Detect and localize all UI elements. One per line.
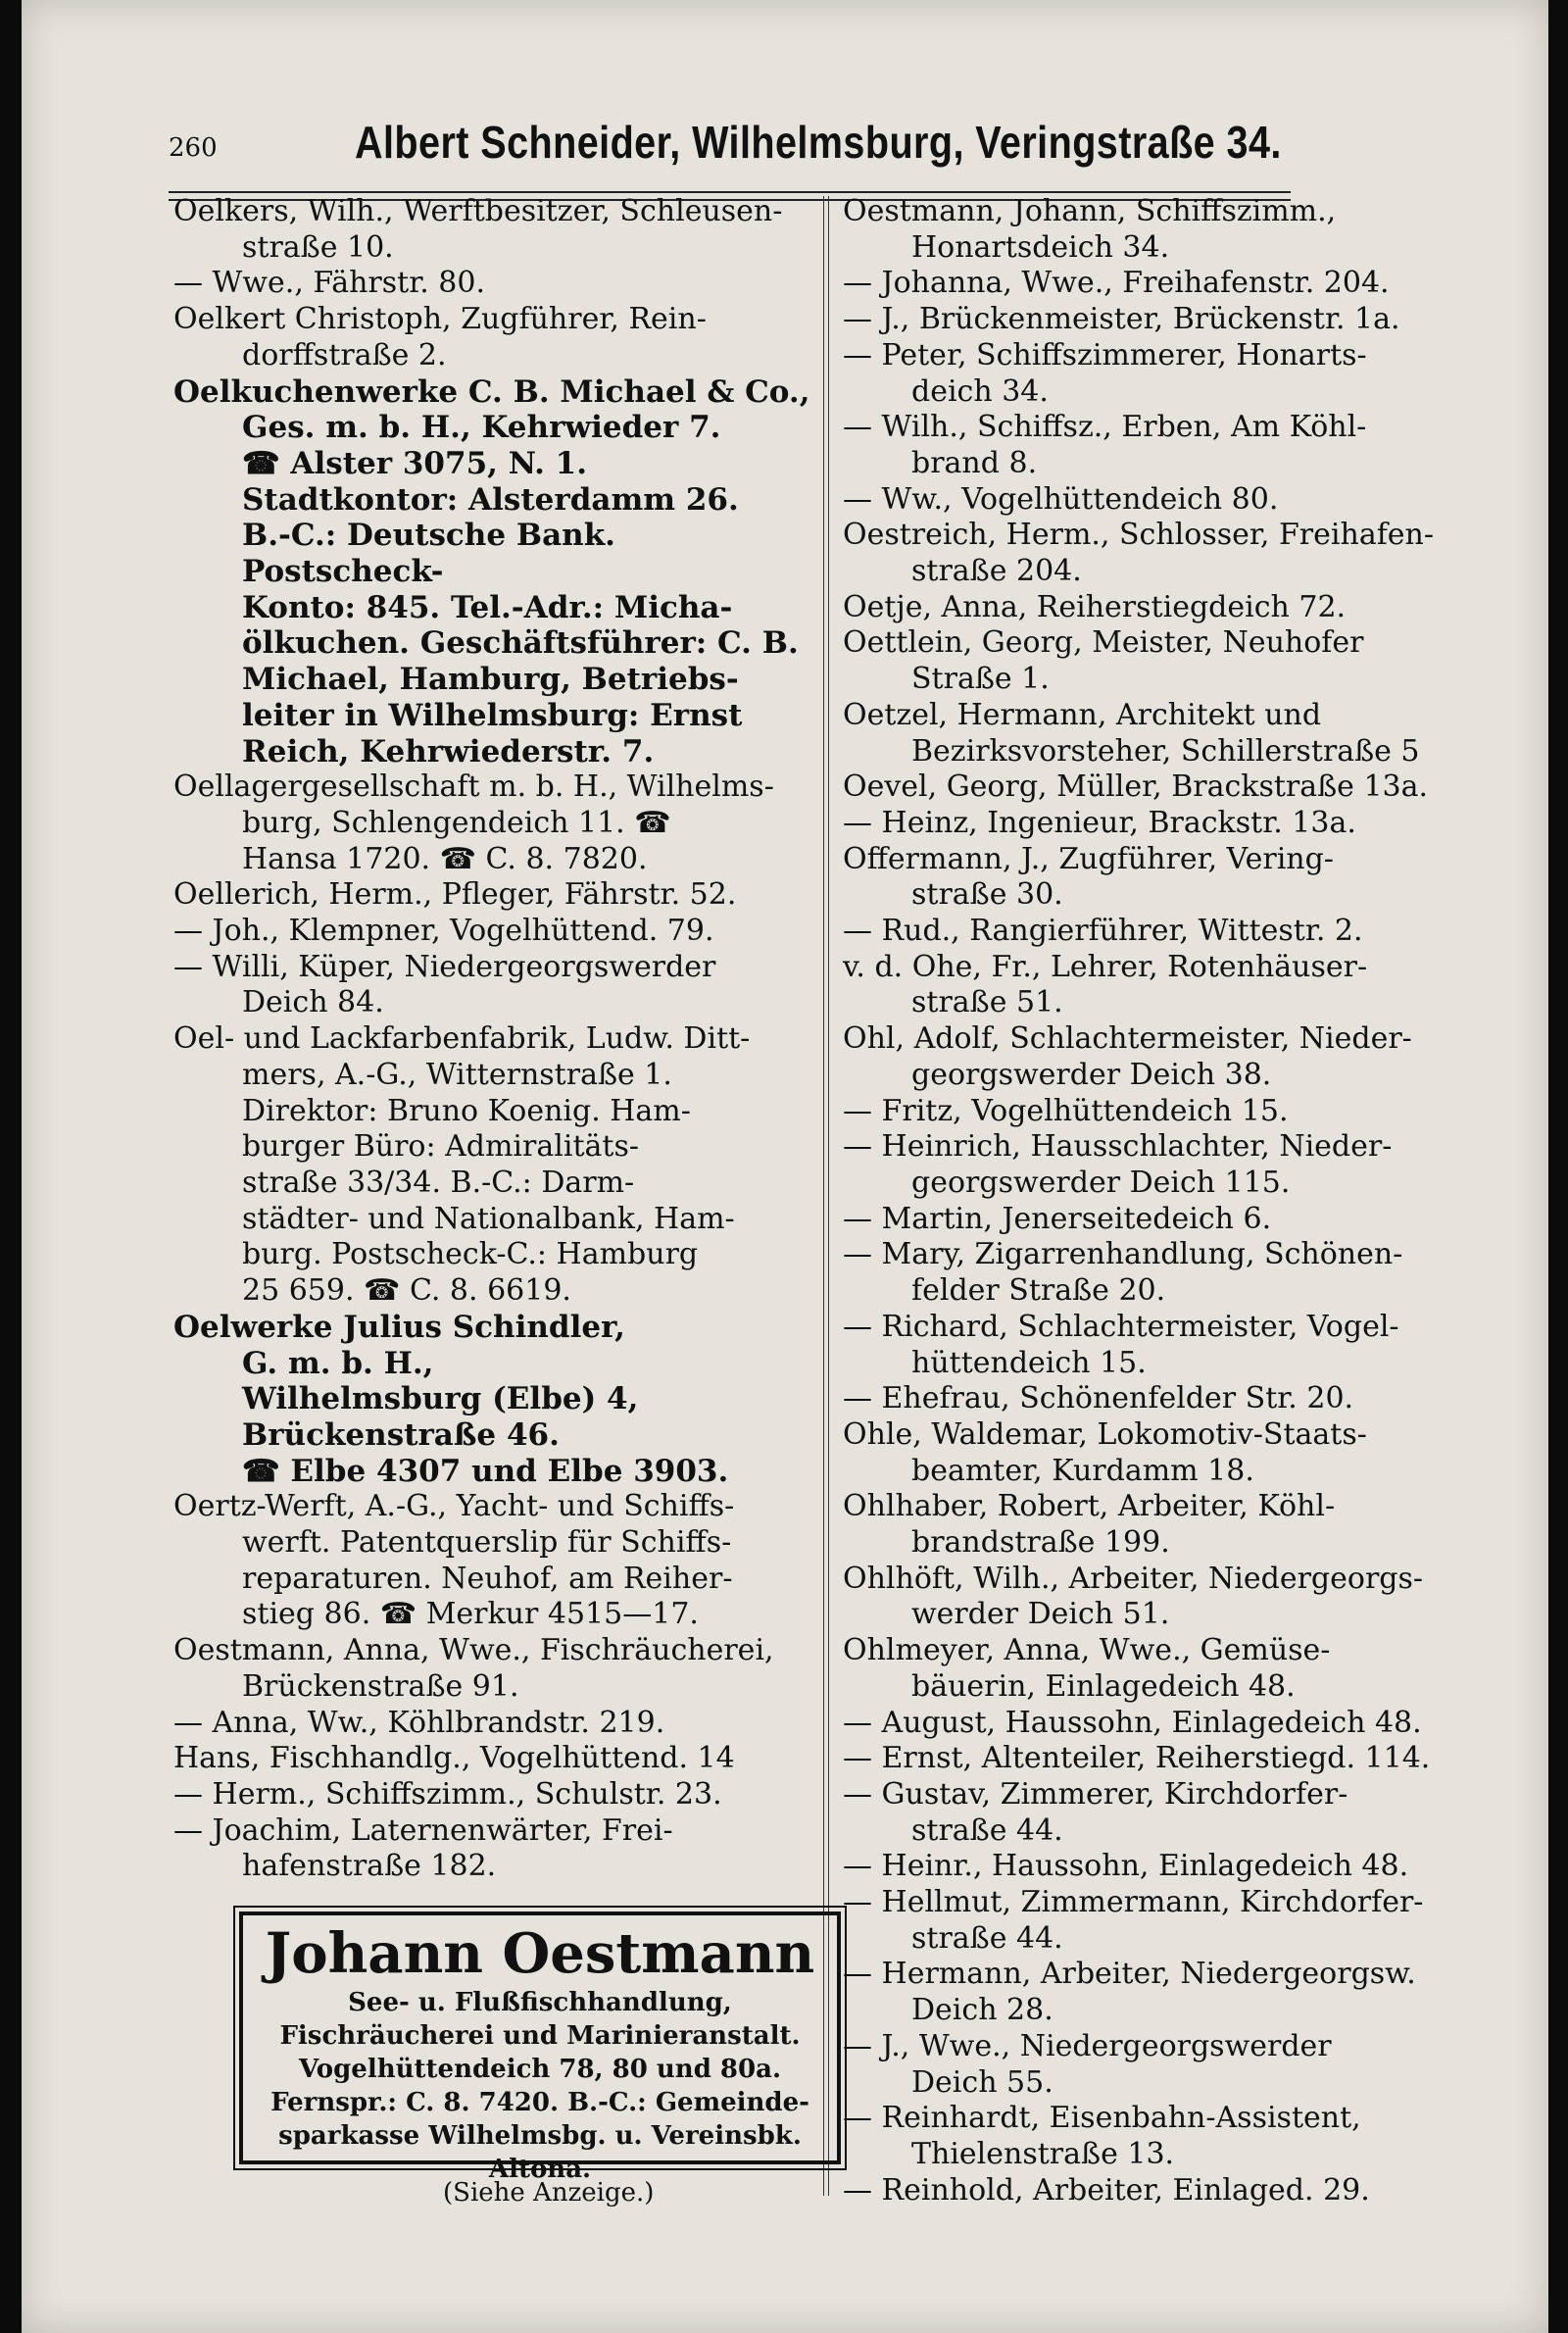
directory-line: mers, A.-G., Witternstraße 1. xyxy=(242,1057,672,1092)
directory-line: Oelkuchenwerke C. B. Michael & Co., xyxy=(173,373,810,410)
directory-line: Ohlmeyer, Anna, Wwe., Gemüse- xyxy=(843,1633,1331,1668)
directory-line: Oevel, Georg, Müller, Brackstraße 13a. xyxy=(843,769,1429,805)
directory-line: burg. Postscheck-C.: Hamburg xyxy=(242,1237,699,1272)
directory-line: Stadtkontor: Alsterdamm 26. xyxy=(242,481,739,518)
directory-line: — Johanna, Wwe., Freihafenstr. 204. xyxy=(843,266,1390,301)
directory-line: stieg 86. ☎ Merkur 4515—17. xyxy=(242,1597,699,1632)
directory-line: — Rud., Rangierführer, Wittestr. 2. xyxy=(843,914,1363,949)
directory-line: hüttendeich 15. xyxy=(911,1345,1147,1380)
directory-line: ☎ Alster 3075, N. 1. xyxy=(242,445,588,481)
directory-line: straße 10. xyxy=(242,229,394,265)
directory-line: Reich, Kehrwiederstr. 7. xyxy=(242,733,655,769)
directory-line: Honartsdeich 34. xyxy=(911,229,1170,265)
directory-line: Oertz-Werft, A.-G., Yacht- und Schiffs- xyxy=(173,1489,735,1524)
directory-line: ölkuchen. Geschäftsführer: C. B. xyxy=(242,625,799,662)
directory-line: Konto: 845. Tel.-Adr.: Micha- xyxy=(242,589,733,625)
directory-line: Oellerich, Herm., Pfleger, Fährstr. 52. xyxy=(173,877,737,913)
directory-line: Offermann, J., Zugführer, Vering- xyxy=(843,841,1334,876)
directory-line: v. d. Ohe, Fr., Lehrer, Rotenhäuser- xyxy=(843,949,1368,984)
left-column xyxy=(173,194,815,1885)
directory-line: — Joachim, Laternenwärter, Frei- xyxy=(173,1812,673,1848)
directory-line: — Ernst, Altenteiler, Reiherstiegd. 114. xyxy=(843,1741,1431,1776)
directory-line: Oestreich, Herm., Schlosser, Freihafen- xyxy=(843,518,1435,553)
directory-line: reparaturen. Neuhof, am Reiher- xyxy=(242,1561,733,1596)
directory-line: straße 44. xyxy=(911,1920,1063,1956)
directory-line: werder Deich 51. xyxy=(911,1597,1170,1632)
page-header xyxy=(169,116,1296,174)
directory-line: burg, Schlengendeich 11. ☎ xyxy=(242,805,671,840)
directory-line: ☎ Elbe 4307 und Elbe 3903. xyxy=(242,1453,729,1489)
directory-line: straße 204. xyxy=(911,554,1082,589)
directory-line: Deich 55. xyxy=(911,2064,1054,2100)
directory-line: — J., Brückenmeister, Brückenstr. 1a. xyxy=(843,302,1400,337)
directory-line: — Heinr., Haussohn, Einlagedeich 48. xyxy=(843,1849,1409,1884)
directory-line: felder Straße 20. xyxy=(911,1273,1166,1309)
directory-line: — August, Haussohn, Einlagedeich 48. xyxy=(843,1705,1422,1740)
directory-line: Ohle, Waldemar, Lokomotiv-Staats- xyxy=(843,1416,1367,1452)
directory-line: hafenstraße 182. xyxy=(242,1849,497,1884)
ad-company-name: Johann Oestmann xyxy=(265,1921,815,1986)
directory-line: — Heinrich, Hausschlachter, Nieder- xyxy=(843,1129,1393,1165)
directory-line: — Ww., Vogelhüttendeich 80. xyxy=(843,481,1279,517)
directory-line: Oelkers, Wilh., Werftbesitzer, Schleusen- xyxy=(173,194,783,228)
right-column xyxy=(843,194,1480,2209)
directory-line: brand 8. xyxy=(911,445,1038,480)
directory-line: Oetje, Anna, Reiherstiegdeich 72. xyxy=(843,589,1347,624)
ad-caption: (Siehe Anzeige.) xyxy=(443,2178,655,2208)
directory-line: georgswerder Deich 115. xyxy=(911,1165,1291,1200)
directory-line: — Willi, Küper, Niedergeorgswerder xyxy=(173,949,716,984)
directory-line: Deich 84. xyxy=(242,985,384,1020)
directory-line: Hansa 1720. ☎ C. 8. 7820. xyxy=(242,841,648,876)
directory-line: — Herm., Schiffszimm., Schulstr. 23. xyxy=(173,1776,722,1812)
directory-line: — Peter, Schiffszimmerer, Honarts- xyxy=(843,337,1367,372)
directory-line: — Hermann, Arbeiter, Niedergeorgsw. xyxy=(843,1957,1416,1992)
directory-line: — Heinz, Ingenieur, Brackstr. 13a. xyxy=(843,805,1356,840)
ad-line-4: Fernspr.: C. 8. 7420. B.-C.: Gemeinde- xyxy=(270,2088,809,2117)
directory-line: straße 33/34. B.-C.: Darm- xyxy=(242,1165,635,1200)
directory-line: Deich 28. xyxy=(911,1993,1054,2028)
directory-line: — Reinhardt, Eisenbahn-Assistent, xyxy=(843,2101,1361,2136)
ad-line-5: sparkasse Wilhelmsbg. u. Vereinsbk. Altona. xyxy=(278,2121,802,2184)
directory-line: — Hellmut, Zimmermann, Kirchdorfer- xyxy=(843,1885,1424,1920)
directory-line: Bezirksvorsteher, Schillerstraße 5 xyxy=(911,733,1420,769)
directory-line: georgswerder Deich 38. xyxy=(911,1057,1272,1092)
directory-line: Oel- und Lackfarbenfabrik, Ludw. Ditt- xyxy=(173,1021,751,1057)
directory-page xyxy=(22,0,1548,2333)
advertisement-box xyxy=(239,1911,841,2184)
directory-line: — Ehefrau, Schönenfelder Str. 20. xyxy=(843,1381,1354,1416)
directory-line: B.-C.: Deutsche Bank. Postscheck- xyxy=(242,518,615,590)
directory-line: beamter, Kurdamm 18. xyxy=(911,1453,1254,1488)
directory-line: leiter in Wilhelmsburg: Ernst xyxy=(242,697,743,733)
directory-line: städter- und Nationalbank, Ham- xyxy=(242,1201,735,1236)
page-number: 260 xyxy=(169,133,218,163)
directory-line: Oetzel, Hermann, Architekt und xyxy=(843,697,1322,732)
directory-line: Ges. m. b. H., Kehrwieder 7. xyxy=(242,410,721,446)
directory-line: Oestmann, Anna, Wwe., Fischräucherei, xyxy=(173,1633,774,1668)
directory-line: — Mary, Zigarrenhandlung, Schönen- xyxy=(843,1237,1403,1272)
directory-line: — Richard, Schlachtermeister, Vogel- xyxy=(843,1309,1399,1344)
directory-line: — Reinhold, Arbeiter, Einlaged. 29. xyxy=(843,2172,1370,2208)
directory-line: dorffstraße 2. xyxy=(242,337,447,372)
directory-line: Michael, Hamburg, Betriebs- xyxy=(242,662,739,698)
directory-line: Oelwerke Julius Schindler, xyxy=(173,1309,625,1345)
directory-line: — Wwe., Fährstr. 80. xyxy=(173,266,486,301)
directory-line: deich 34. xyxy=(911,373,1049,409)
directory-line: Hans, Fischhandlg., Vogelhüttend. 14 xyxy=(173,1741,735,1776)
ad-line-2: Fischräucherei und Marinieranstalt. xyxy=(279,2021,801,2051)
directory-line: Ohlhöft, Wilh., Arbeiter, Niedergeorgs- xyxy=(843,1561,1424,1596)
directory-line: straße 44. xyxy=(911,1812,1063,1848)
directory-line: Wilhelmsburg (Elbe) 4, xyxy=(242,1381,639,1417)
directory-line: Oettlein, Georg, Meister, Neuhofer xyxy=(843,625,1364,661)
directory-line: Oellagergesellschaft m. b. H., Wilhelms- xyxy=(173,769,774,805)
directory-line: — Martin, Jenerseitedeich 6. xyxy=(843,1201,1272,1236)
directory-line: Ohlhaber, Robert, Arbeiter, Köhl- xyxy=(843,1489,1336,1524)
directory-line: 25 659. ☎ C. 8. 6619. xyxy=(242,1273,571,1309)
directory-line: — Joh., Klempner, Vogelhüttend. 79. xyxy=(173,914,714,949)
directory-line: Oelkert Christoph, Zugführer, Rein- xyxy=(173,302,707,337)
directory-line: — Anna, Ww., Köhlbrandstr. 219. xyxy=(173,1705,665,1740)
directory-line: Brückenstraße 46. xyxy=(242,1416,560,1453)
directory-line: Straße 1. xyxy=(911,662,1050,697)
column-divider xyxy=(823,196,829,2196)
directory-line: Oestmann, Johann, Schiffszimm., xyxy=(843,194,1337,228)
directory-line: werft. Patentquerslip für Schiffs- xyxy=(242,1525,732,1561)
directory-line: — Wilh., Schiffsz., Erben, Am Köhl- xyxy=(843,410,1367,445)
directory-line: straße 51. xyxy=(911,985,1063,1020)
directory-line: — Gustav, Zimmerer, Kirchdorfer- xyxy=(843,1776,1348,1812)
directory-line: Thielenstraße 13. xyxy=(911,2136,1175,2171)
directory-line: Ohl, Adolf, Schlachtermeister, Nieder- xyxy=(843,1021,1412,1057)
directory-line: straße 30. xyxy=(911,877,1063,913)
directory-line: bäuerin, Einlagedeich 48. xyxy=(911,1668,1296,1704)
running-title: Albert Schneider, Wilhelmsburg, Veringstraße 34. xyxy=(355,117,1282,168)
directory-line: — Fritz, Vogelhüttendeich 15. xyxy=(843,1093,1289,1128)
directory-line: Direktor: Bruno Koenig. Ham- xyxy=(242,1093,691,1128)
ad-line-3: Vogelhüttendeich 78, 80 und 80a. xyxy=(298,2055,782,2084)
directory-line: — J., Wwe., Niedergeorgswerder xyxy=(843,2028,1332,2063)
ad-line-1: See- u. Flußfischhandlung, xyxy=(348,1988,732,2017)
directory-line: burger Büro: Admiralitäts- xyxy=(242,1129,639,1165)
directory-line: G. m. b. H., xyxy=(242,1345,434,1381)
directory-line: brandstraße 199. xyxy=(911,1525,1170,1561)
directory-line: Brückenstraße 91. xyxy=(242,1668,519,1704)
